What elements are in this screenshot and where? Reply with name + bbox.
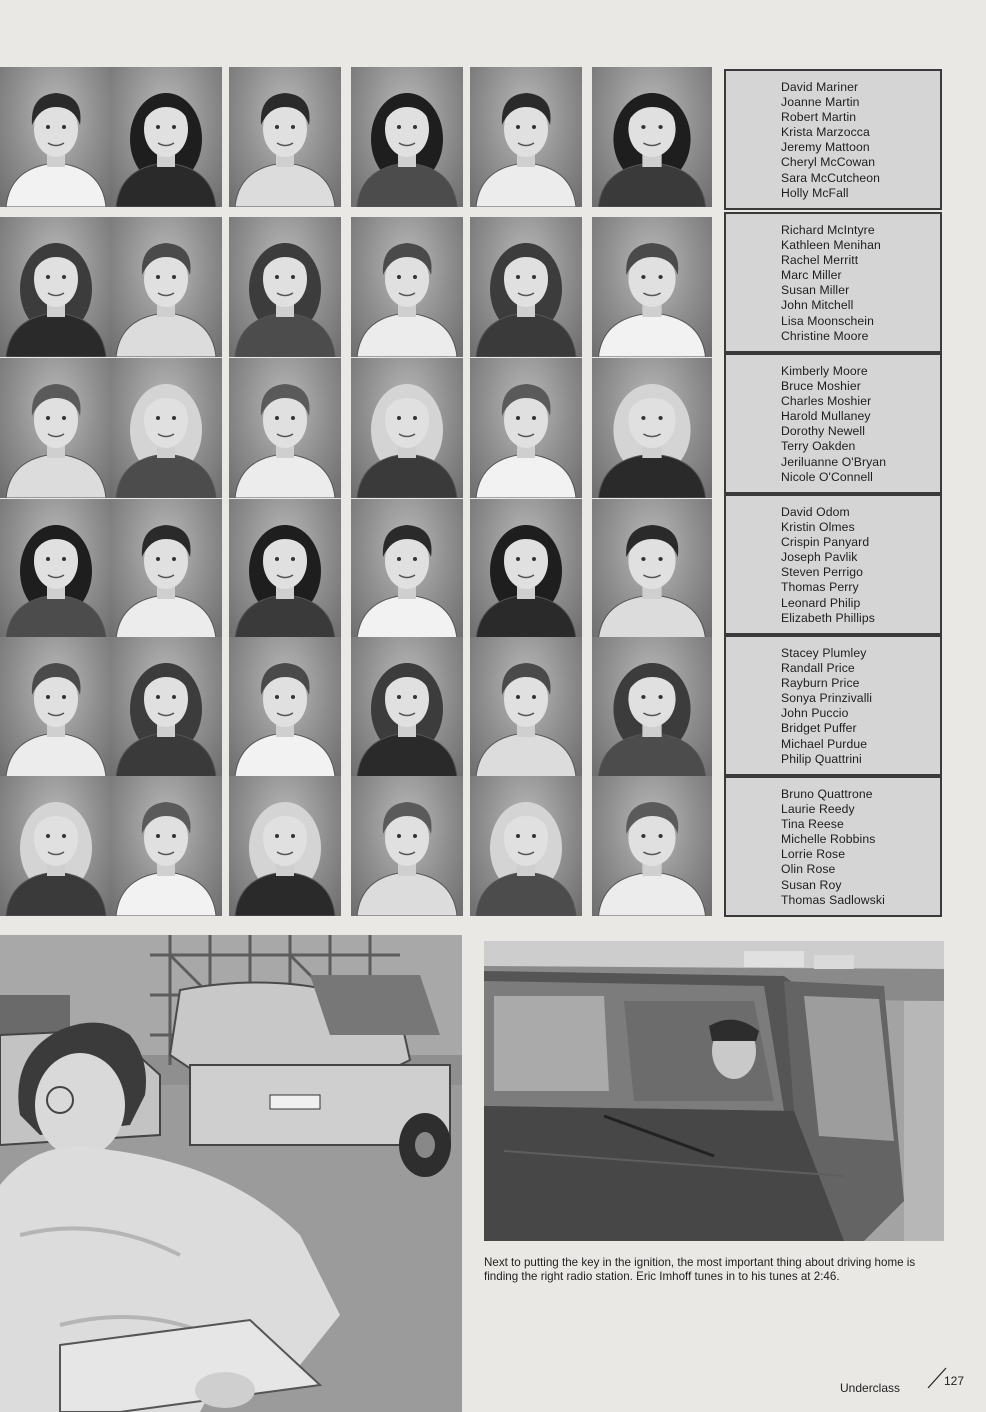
roster-box bbox=[724, 494, 942, 635]
roster-name: Rayburn Price bbox=[781, 676, 860, 691]
student-portrait bbox=[351, 499, 463, 639]
student-portrait bbox=[0, 637, 112, 777]
roster-name: Richard McIntyre bbox=[781, 223, 875, 237]
roster-name: Jeremy Mattoon bbox=[781, 140, 870, 155]
roster-name: Rachel Merritt bbox=[781, 253, 859, 268]
student-portrait bbox=[351, 67, 463, 207]
roster-name: Joanne Martin bbox=[781, 95, 860, 110]
student-portrait bbox=[592, 637, 712, 777]
roster-name: Holly McFall bbox=[781, 185, 849, 200]
student-portrait bbox=[470, 217, 582, 357]
student-portrait bbox=[351, 776, 463, 916]
portrait-grid bbox=[0, 67, 712, 917]
roster-name: David Mariner bbox=[781, 80, 859, 94]
roster-name: Michelle Robbins bbox=[781, 832, 876, 847]
student-portrait bbox=[470, 358, 582, 498]
roster-name-list bbox=[781, 223, 881, 344]
section-label: Underclass bbox=[840, 1381, 901, 1395]
roster-box bbox=[724, 353, 942, 494]
roster-name-list bbox=[781, 364, 886, 485]
roster-name: Thomas Sadlowski bbox=[781, 892, 885, 907]
roster-name: Lisa Moonschein bbox=[781, 313, 874, 328]
roster-name: Michael Purdue bbox=[781, 736, 868, 751]
roster-name: Laurie Reedy bbox=[781, 802, 855, 817]
roster-name: Marc Miller bbox=[781, 268, 842, 283]
candid-photo-car-driver bbox=[484, 941, 944, 1241]
roster-name: Harold Mullaney bbox=[781, 409, 871, 424]
student-portrait bbox=[470, 776, 582, 916]
roster-name: John Mitchell bbox=[781, 298, 854, 313]
student-portrait bbox=[592, 499, 712, 639]
student-portrait bbox=[229, 67, 341, 207]
roster-name: Olin Rose bbox=[781, 862, 836, 877]
roster-name: Robert Martin bbox=[781, 110, 857, 125]
roster-name-list bbox=[781, 646, 872, 767]
roster-name: Kathleen Menihan bbox=[781, 238, 881, 253]
page-number: 127 bbox=[944, 1374, 965, 1388]
student-portrait bbox=[592, 358, 712, 498]
student-portrait bbox=[0, 217, 112, 357]
roster-name: Cheryl McCowan bbox=[781, 155, 876, 170]
roster-name: Krista Marzocca bbox=[781, 125, 870, 140]
roster-box bbox=[724, 776, 942, 917]
student-portrait bbox=[470, 637, 582, 777]
roster-name: David Odom bbox=[781, 505, 850, 519]
roster-name: Nicole O'Connell bbox=[781, 469, 873, 484]
student-portrait bbox=[110, 637, 222, 777]
student-portrait bbox=[110, 67, 222, 207]
roster-name: Sara McCutcheon bbox=[781, 170, 881, 185]
student-portrait bbox=[229, 217, 341, 357]
roster-name: Susan Miller bbox=[781, 283, 850, 298]
student-portrait bbox=[351, 217, 463, 357]
student-portrait bbox=[0, 358, 112, 498]
student-portrait bbox=[0, 776, 112, 916]
roster-name: Charles Moshier bbox=[781, 394, 872, 409]
student-portrait bbox=[229, 637, 341, 777]
roster-name: Bridget Puffer bbox=[781, 721, 857, 736]
roster-name: Leonard Philip bbox=[781, 595, 861, 610]
roster-name-list bbox=[781, 505, 875, 626]
roster-name: Terry Oakden bbox=[781, 439, 856, 454]
roster-name: Joseph Pavlik bbox=[781, 550, 858, 565]
roster-name: Philip Quattrini bbox=[781, 751, 862, 766]
student-portrait bbox=[110, 776, 222, 916]
roster-box bbox=[724, 635, 942, 776]
student-portrait bbox=[110, 499, 222, 639]
roster-name: Bruce Moshier bbox=[781, 379, 861, 394]
roster-column bbox=[724, 67, 946, 917]
roster-name: John Puccio bbox=[781, 706, 849, 721]
roster-name: Crispin Panyard bbox=[781, 535, 870, 550]
roster-name: Sonya Prinzivalli bbox=[781, 691, 873, 706]
student-portrait bbox=[0, 499, 112, 639]
roster-name: Elizabeth Phillips bbox=[781, 610, 875, 625]
roster-name: Kristin Olmes bbox=[781, 520, 855, 535]
student-portrait bbox=[229, 776, 341, 916]
roster-box bbox=[724, 69, 942, 210]
student-portrait bbox=[592, 67, 712, 207]
photo-caption: Next to putting the key in the ignition, the most important thing about driving home is finding the right radio station. Eric Imhoff tunes in to his tunes at 2:46. bbox=[484, 1256, 916, 1283]
student-portrait bbox=[592, 776, 712, 916]
roster-name: Christine Moore bbox=[781, 328, 869, 343]
roster-name: Stacey Plumley bbox=[781, 646, 867, 660]
student-portrait bbox=[592, 217, 712, 357]
student-portrait bbox=[351, 358, 463, 498]
roster-name: Dorothy Newell bbox=[781, 424, 866, 439]
student-portrait bbox=[470, 499, 582, 639]
roster-name: Susan Roy bbox=[781, 877, 842, 892]
roster-name: Steven Perrigo bbox=[781, 565, 864, 580]
roster-name: Kimberly Moore bbox=[781, 364, 868, 378]
roster-name: Bruno Quattrone bbox=[781, 787, 873, 801]
student-portrait bbox=[110, 217, 222, 357]
student-portrait bbox=[0, 67, 112, 207]
roster-box bbox=[724, 212, 942, 353]
student-portrait bbox=[470, 67, 582, 207]
roster-name: Lorrie Rose bbox=[781, 847, 846, 862]
student-portrait bbox=[229, 358, 341, 498]
roster-name-list bbox=[781, 787, 885, 908]
roster-name: Randall Price bbox=[781, 661, 855, 676]
student-portrait bbox=[229, 499, 341, 639]
roster-name: Thomas Perry bbox=[781, 580, 859, 595]
student-portrait bbox=[110, 358, 222, 498]
roster-name: Jeriluanne O'Bryan bbox=[781, 454, 887, 469]
roster-name-list bbox=[781, 80, 880, 201]
student-portrait bbox=[351, 637, 463, 777]
roster-name: Tina Reese bbox=[781, 817, 844, 832]
candid-photo-student-with-box bbox=[0, 935, 462, 1412]
